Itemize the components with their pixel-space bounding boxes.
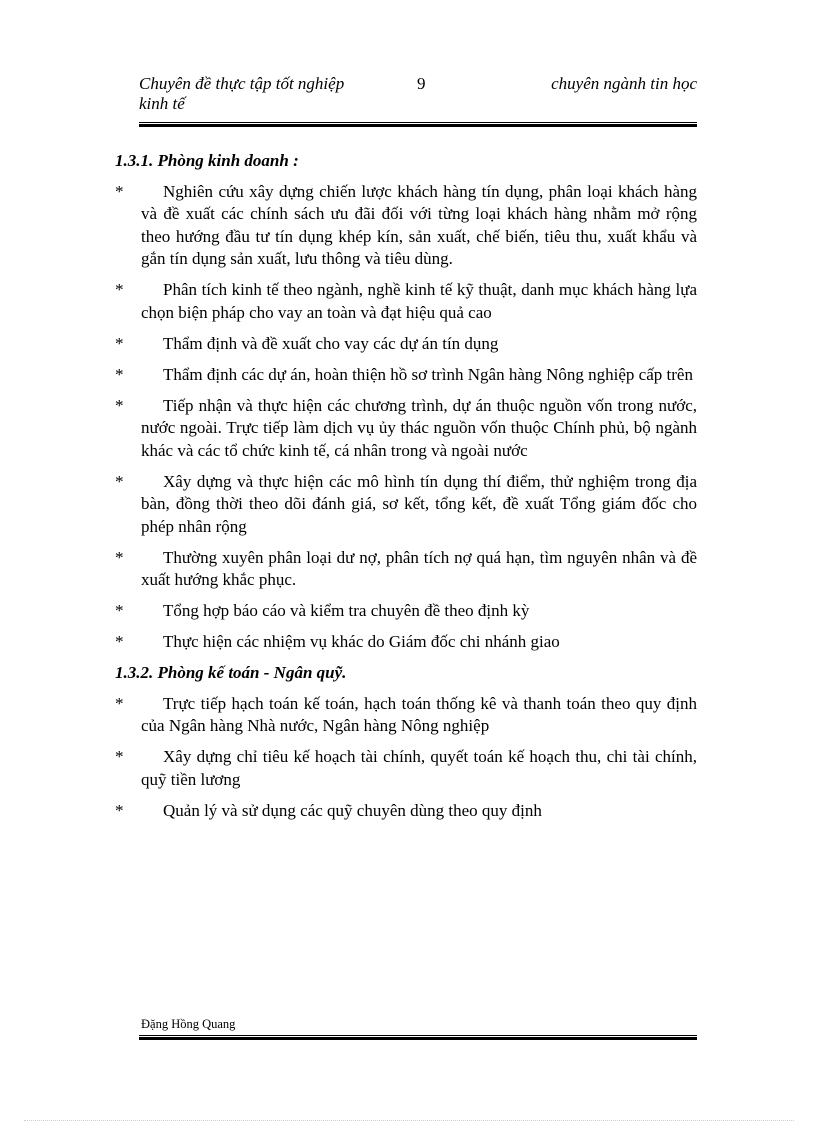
list-item xyxy=(115,279,697,324)
bullet-star: * xyxy=(115,333,124,353)
footer-author: Đặng Hồng Quang xyxy=(141,1017,236,1031)
list-item-text: Tổng hợp báo cáo và kiểm tra chuyên đề theo định kỳ xyxy=(163,601,530,620)
list-item xyxy=(115,547,697,592)
list-item-text: Quản lý và sử dụng các quỹ chuyên dùng theo quy định xyxy=(163,800,542,820)
bullet-star: * xyxy=(115,471,124,491)
bullet-star: * xyxy=(115,601,124,620)
bullet-star: * xyxy=(115,395,124,415)
footer-rule-thin xyxy=(139,1035,697,1036)
list-item xyxy=(115,181,697,271)
section-heading-kinh-doanh: 1.3.1. Phòng kinh doanh : xyxy=(115,151,299,170)
list-item-text: Phân tích kinh tế theo ngành, nghề kinh tế kỹ thuật, danh mục khách hàng lựa chọn biện pháp cho vay an toàn và đạt hiệu quả cao xyxy=(141,280,697,322)
list-item-text: Thực hiện các nhiệm vụ khác do Giám đốc chi nhánh giao xyxy=(163,632,560,651)
section-heading-ke-toan: 1.3.2. Phòng kế toán - Ngân quỹ. xyxy=(115,663,347,682)
page-header xyxy=(139,74,697,118)
list-item xyxy=(115,395,697,463)
page-content xyxy=(115,150,697,831)
list-item xyxy=(115,693,697,738)
bullet-star: * xyxy=(115,181,124,201)
list-item-text: Trực tiếp hạch toán kế toán, hạch toán thống kê và thanh toán theo quy định của Ngân hàng Nhà nước, Ngân hàng Nông nghiệp xyxy=(141,693,697,735)
list-item-text: Thẩm định và đề xuất cho vay các dự án tín dụng xyxy=(163,333,499,353)
header-title xyxy=(139,74,379,114)
header-rule-thick xyxy=(139,124,697,127)
page-number: 9 xyxy=(417,74,426,93)
bullet-star: * xyxy=(115,747,124,766)
bullet-star: * xyxy=(115,632,124,651)
list-item xyxy=(115,600,697,623)
page-edge-divider xyxy=(24,1120,794,1121)
list-item-text: Thường xuyên phân loại dư nợ, phân tích nợ quá hạn, tìm nguyên nhân và đề xuất hướng khắc phục. xyxy=(141,547,697,589)
bullet-star: * xyxy=(115,364,124,384)
list-item-text: Nghiên cứu xây dựng chiến lược khách hàng tín dụng, phân loại khách hàng và đề xuất các chính sách ưu đãi đối với từng loại khách hàng nhằm mở rộng theo hướng đầu tư tín dụng khép kín, sản xuất, chế biến, tiêu thu, xuất khẩu và gắn tín dụng sản xuất, lưu thông và tiêu dùng. xyxy=(141,181,697,268)
list-item-text: Tiếp nhận và thực hiện các chương trình, dự án thuộc nguồn vốn trong nước, nước ngoài. Trực tiếp làm dịch vụ ủy thác nguồn vốn thuộc Chính phủ, bộ ngành khác và các tổ chức kinh tế, cá nhân trong và ngoài nước xyxy=(141,395,697,460)
list-item-text: Thẩm định các dự án, hoàn thiện hồ sơ trình Ngân hàng Nông nghiệp cấp trên xyxy=(163,364,693,384)
bullet-star: * xyxy=(115,547,124,567)
footer-rule-thick xyxy=(139,1037,697,1040)
bullet-star: * xyxy=(115,800,124,820)
list-item-text: Xây dựng và thực hiện các mô hình tín dụng thí điểm, thử nghiệm trong địa bàn, đồng thời theo dõi đánh giá, sơ kết, tổng kết, đề xuất Tổng giám đốc cho phép nhân rộng xyxy=(141,471,697,536)
section-list-kinh-doanh xyxy=(115,181,697,654)
header-title-line2: kinh tế xyxy=(139,94,185,113)
bullet-star: * xyxy=(115,693,124,713)
section-list-ke-toan xyxy=(115,693,697,823)
list-item xyxy=(115,800,697,823)
list-item-text: Xây dựng chỉ tiêu kế hoạch tài chính, quyết toán kế hoạch thu, chi tài chính, quỹ tiền lương xyxy=(141,747,697,789)
header-title-line1: Chuyên đề thực tập tốt nghiệp xyxy=(139,74,345,93)
list-item xyxy=(115,631,697,654)
list-item xyxy=(115,333,697,356)
list-item xyxy=(115,471,697,539)
bullet-star: * xyxy=(115,280,124,299)
header-major: chuyên ngành tin học xyxy=(551,74,697,93)
header-rule-thin xyxy=(139,122,697,123)
list-item xyxy=(115,364,697,387)
list-item xyxy=(115,746,697,791)
